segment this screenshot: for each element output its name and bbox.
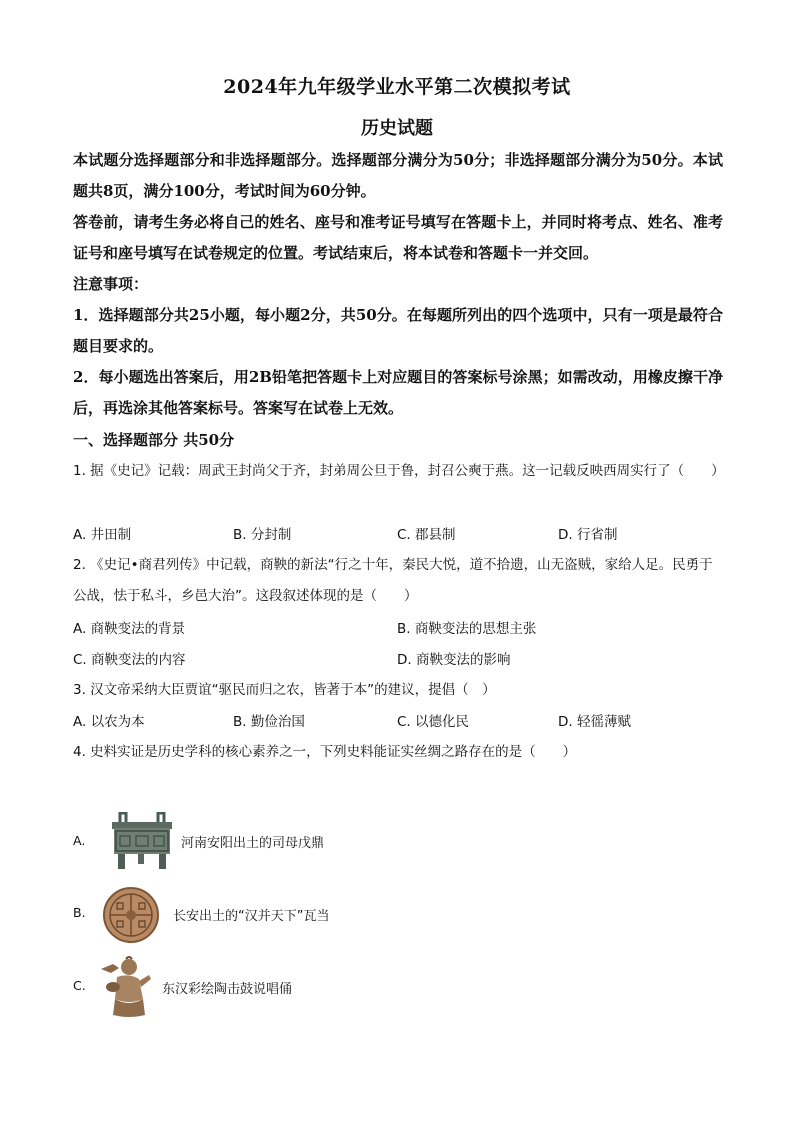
question-1-option-d[interactable]: D. 行省制	[558, 527, 618, 543]
question-2-option-d[interactable]: D. 商鞅变法的影响	[397, 652, 511, 668]
question-2-option-b[interactable]: B. 商鞅变法的思想主张	[397, 621, 537, 637]
question-3-option-d[interactable]: D. 轻徭薄赋	[558, 714, 631, 730]
roof-tile-end-icon	[102, 886, 160, 944]
question-3-option-a[interactable]: A. 以农为本	[73, 714, 145, 730]
exam-title: 2024年九年级学业水平第二次模拟考试	[223, 76, 571, 98]
question-4-stem: 4. 史料实证是历史学科的核心素养之一，下列史料能证实丝绸之路存在的是（ ）	[73, 744, 577, 760]
question-1-option-b[interactable]: B. 分封制	[233, 527, 292, 543]
question-4-option-b-letter[interactable]: B.	[73, 905, 86, 920]
notice-item-1: 1．选择题部分共25小题，每小题2分，共50分。在每题所列出的四个选项中，只有一项是最符合题目要求的。	[73, 306, 723, 355]
question-4-option-c-letter[interactable]: C.	[73, 978, 86, 993]
exam-subtitle: 历史试题	[361, 118, 433, 139]
question-4-option-a-letter[interactable]: A.	[73, 833, 86, 848]
notice-label: 注意事项：	[73, 275, 149, 293]
question-2-option-c[interactable]: C. 商鞅变法的内容	[73, 652, 186, 668]
question-3-stem: 3. 汉文帝采纳大臣贾谊“驱民而归之农，皆著于本”的建议，提倡（ ）	[73, 682, 496, 698]
question-4-option-b-caption: 长安出土的“汉并天下”瓦当	[173, 909, 330, 924]
question-4-option-a-caption: 河南安阳出土的司母戊鼎	[181, 836, 325, 851]
section-heading: 一、选择题部分 共50分	[73, 431, 235, 449]
instruction-paragraph-2: 答卷前，请考生务必将自己的姓名、座号和准考证号填写在答题卡上，并同时将考点、姓名、准考证号和座号填写在试卷规定的位置。考试结束后，将本试卷和答题卡一并交回。	[73, 213, 723, 262]
instruction-paragraph-1: 本试题分选择题部分和非选择题部分。选择题部分满分为50分；非选择题部分满分为50分。本试题共8页，满分100分，考试时间为60分钟。	[73, 151, 723, 200]
question-3-option-b[interactable]: B. 勤俭治国	[233, 714, 305, 730]
question-1-option-c[interactable]: C. 郡县制	[397, 527, 456, 543]
question-2-option-a[interactable]: A. 商鞅变法的背景	[73, 621, 186, 637]
question-2-stem: 2. 《史记•商君列传》中记载，商鞅的新法“行之十年，秦民大悦，道不拾遗，山无盗贼，家给人足。民勇于公战，怯于私斗，乡邑大治”。这段叙述体现的是（ ）	[73, 557, 713, 604]
question-4-option-c-caption: 东汉彩绘陶击鼓说唱俑	[162, 982, 293, 997]
question-1-stem: 1. 据《史记》记载：周武王封尚父于齐，封弟周公旦于鲁，封召公奭于燕。这一记载反映西周实行了（ ）	[73, 463, 725, 479]
bronze-ding-icon	[106, 812, 178, 870]
question-1-option-a[interactable]: A. 井田制	[73, 527, 132, 543]
pottery-figurine-icon	[99, 955, 153, 1019]
question-3-option-c[interactable]: C. 以德化民	[397, 714, 470, 730]
notice-item-2: 2．每小题选出答案后，用2B铅笔把答题卡上对应题目的答案标号涂黑；如需改动，用橡皮擦干净后，再选涂其他答案标号。答案写在试卷上无效。	[73, 368, 723, 417]
